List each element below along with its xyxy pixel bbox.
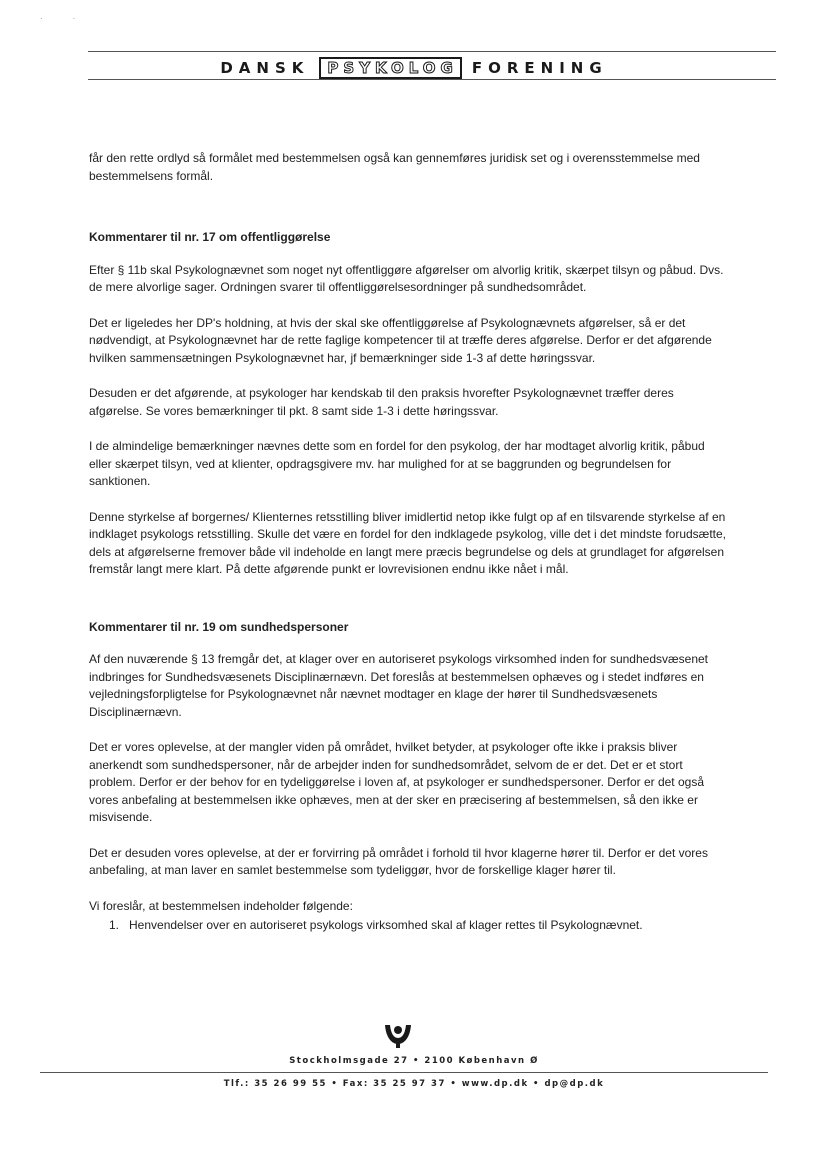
- header-rule: [88, 51, 776, 52]
- heading-section-19: Kommentarer til nr. 19 om sundhedspersoner: [89, 619, 349, 634]
- footer-address: Stockholmsgade 27 • 2100 København Ø: [289, 1056, 539, 1066]
- list-item: [109, 917, 729, 935]
- paragraph-19-1: Af den nuværende § 13 fremgår det, at klager over en autoriseret psykologs virksomhed inden for sundhedsvæsenet indbringes for Sundhedsvæsenets Disciplinærnævn. Det foreslås at bestemmelsen ophæves og i stedet indføres en vejledningsforpligtelse for Psykolognævnet når nævnet modtager en klage der hører til Sundhedsvæsenets Disciplinærnævn.: [89, 652, 709, 719]
- letterhead-word-forening: FORENING: [471, 59, 608, 77]
- letterhead-word-psykolog: PSYKOLOG: [319, 57, 461, 79]
- paragraph-intro: får den rette ordlyd så formålet med bestemmelsen også kan gennemføres juridisk set og i overensstemmelse med bestemmelsens formål.: [89, 151, 700, 183]
- header-rule-lower: [88, 79, 776, 80]
- heading-section-17: Kommentarer til nr. 17 om offentliggørelse: [89, 230, 331, 244]
- list-item-text: Henvendelser over en autoriseret psykologs virksomhed skal af klager rettes til Psykolognævnet.: [129, 918, 643, 932]
- paragraph-19-4: Vi foreslår, at bestemmelsen indeholder følgende:: [89, 898, 353, 913]
- letterhead: [0, 57, 828, 79]
- proposal-list: [89, 917, 729, 935]
- letterhead-word-dansk: DANSK: [220, 59, 310, 77]
- letter-body: [89, 150, 729, 935]
- paragraph-17-2: Det er ligeledes her DP's holdning, at hvis der skal ske offentliggørelse af Psykolognævnets afgørelser, så er det nødvendigt, at Psykolognævnet har de rette faglige kompetencer til at træffe deres afgørelse. Derfor er det afgørende hvilken sammensætningen Psykolognævnet har, jf bemærkninger side 1-3 af dette høringssvar.: [89, 315, 712, 365]
- dp-logo-icon: [383, 1022, 413, 1048]
- footer-contact: Tlf.: 35 26 99 55 • Fax: 35 25 97 37 • www.dp.dk • dp@dp.dk: [223, 1079, 605, 1089]
- scan-specks: ··: [40, 14, 106, 23]
- paragraph-17-4: I de almindelige bemærkninger nævnes dette som en fordel for den psykolog, der har modtaget alvorlig kritik, påbud eller skærpet tilsyn, ved at klienter, opdragsgivere mv. har mulighed for at se baggrunden og begrundelsen for sanktionen.: [89, 439, 705, 488]
- paragraph-17-3: Desuden er det afgørende, at psykologer har kendskab til den praksis hvorefter Psykolognævnet træffer deres afgørelse. Se vores bemærkninger til pkt. 8 samt side 1-3 i dette høringssvar.: [89, 386, 674, 418]
- paragraph-19-3: Det er desuden vores oplevelse, at der er forvirring på området i forhold til hvor klagerne hører til. Derfor er det vores anbefaling, at man laver en samlet bestemmelse som tydeliggør, hvor de forskellige klager hører til.: [89, 845, 708, 877]
- paragraph-19-2: Det er vores oplevelse, at der mangler viden på området, hvilket betyder, at psykologer ofte ikke i praksis bliver anerkendt som sundhedspersoner, når de arbejder inden for sundhedsområdet, selvom de er det. Det er et stort problem. Derfor er der behov for en tydeliggørelse i loven af, at psykologer er sundhedspersoner. Derfor er det også vores anbefaling at bestemmelsen ikke ophæves, men at der sker en præcisering af bestemmelsen, så den ikke er misvisende.: [89, 740, 704, 824]
- list-item-number: 1.: [109, 918, 120, 932]
- paragraph-17-1: Efter § 11b skal Psykolognævnet som noget nyt offentliggøre afgørelser om alvorlig kritik, skærpet tilsyn og påbud. Dvs. de mere alvorlige sager. Ordningen svarer til offentliggørelsesordninger på sundhedsområdet.: [89, 262, 724, 294]
- footer-rule: [40, 1072, 768, 1073]
- paragraph-17-5: Denne styrkelse af borgernes/ Klienternes retsstilling bliver imidlertid netop ikke fulgt op af en tilsvarende styrkelse af en indklaget psykologs retsstilling. Skulle det være en fordel for den indklagede psykolog, ville det i det mindste forudsætte, dels at afgørelserne fremover både vil indeholde en langt mere præcis begrundelse og dels at grundlaget for afgørelsen fremstår langt mere klart. På dette afgørende punkt er lovrevisionen endnu ikke nået i mål.: [89, 509, 727, 576]
